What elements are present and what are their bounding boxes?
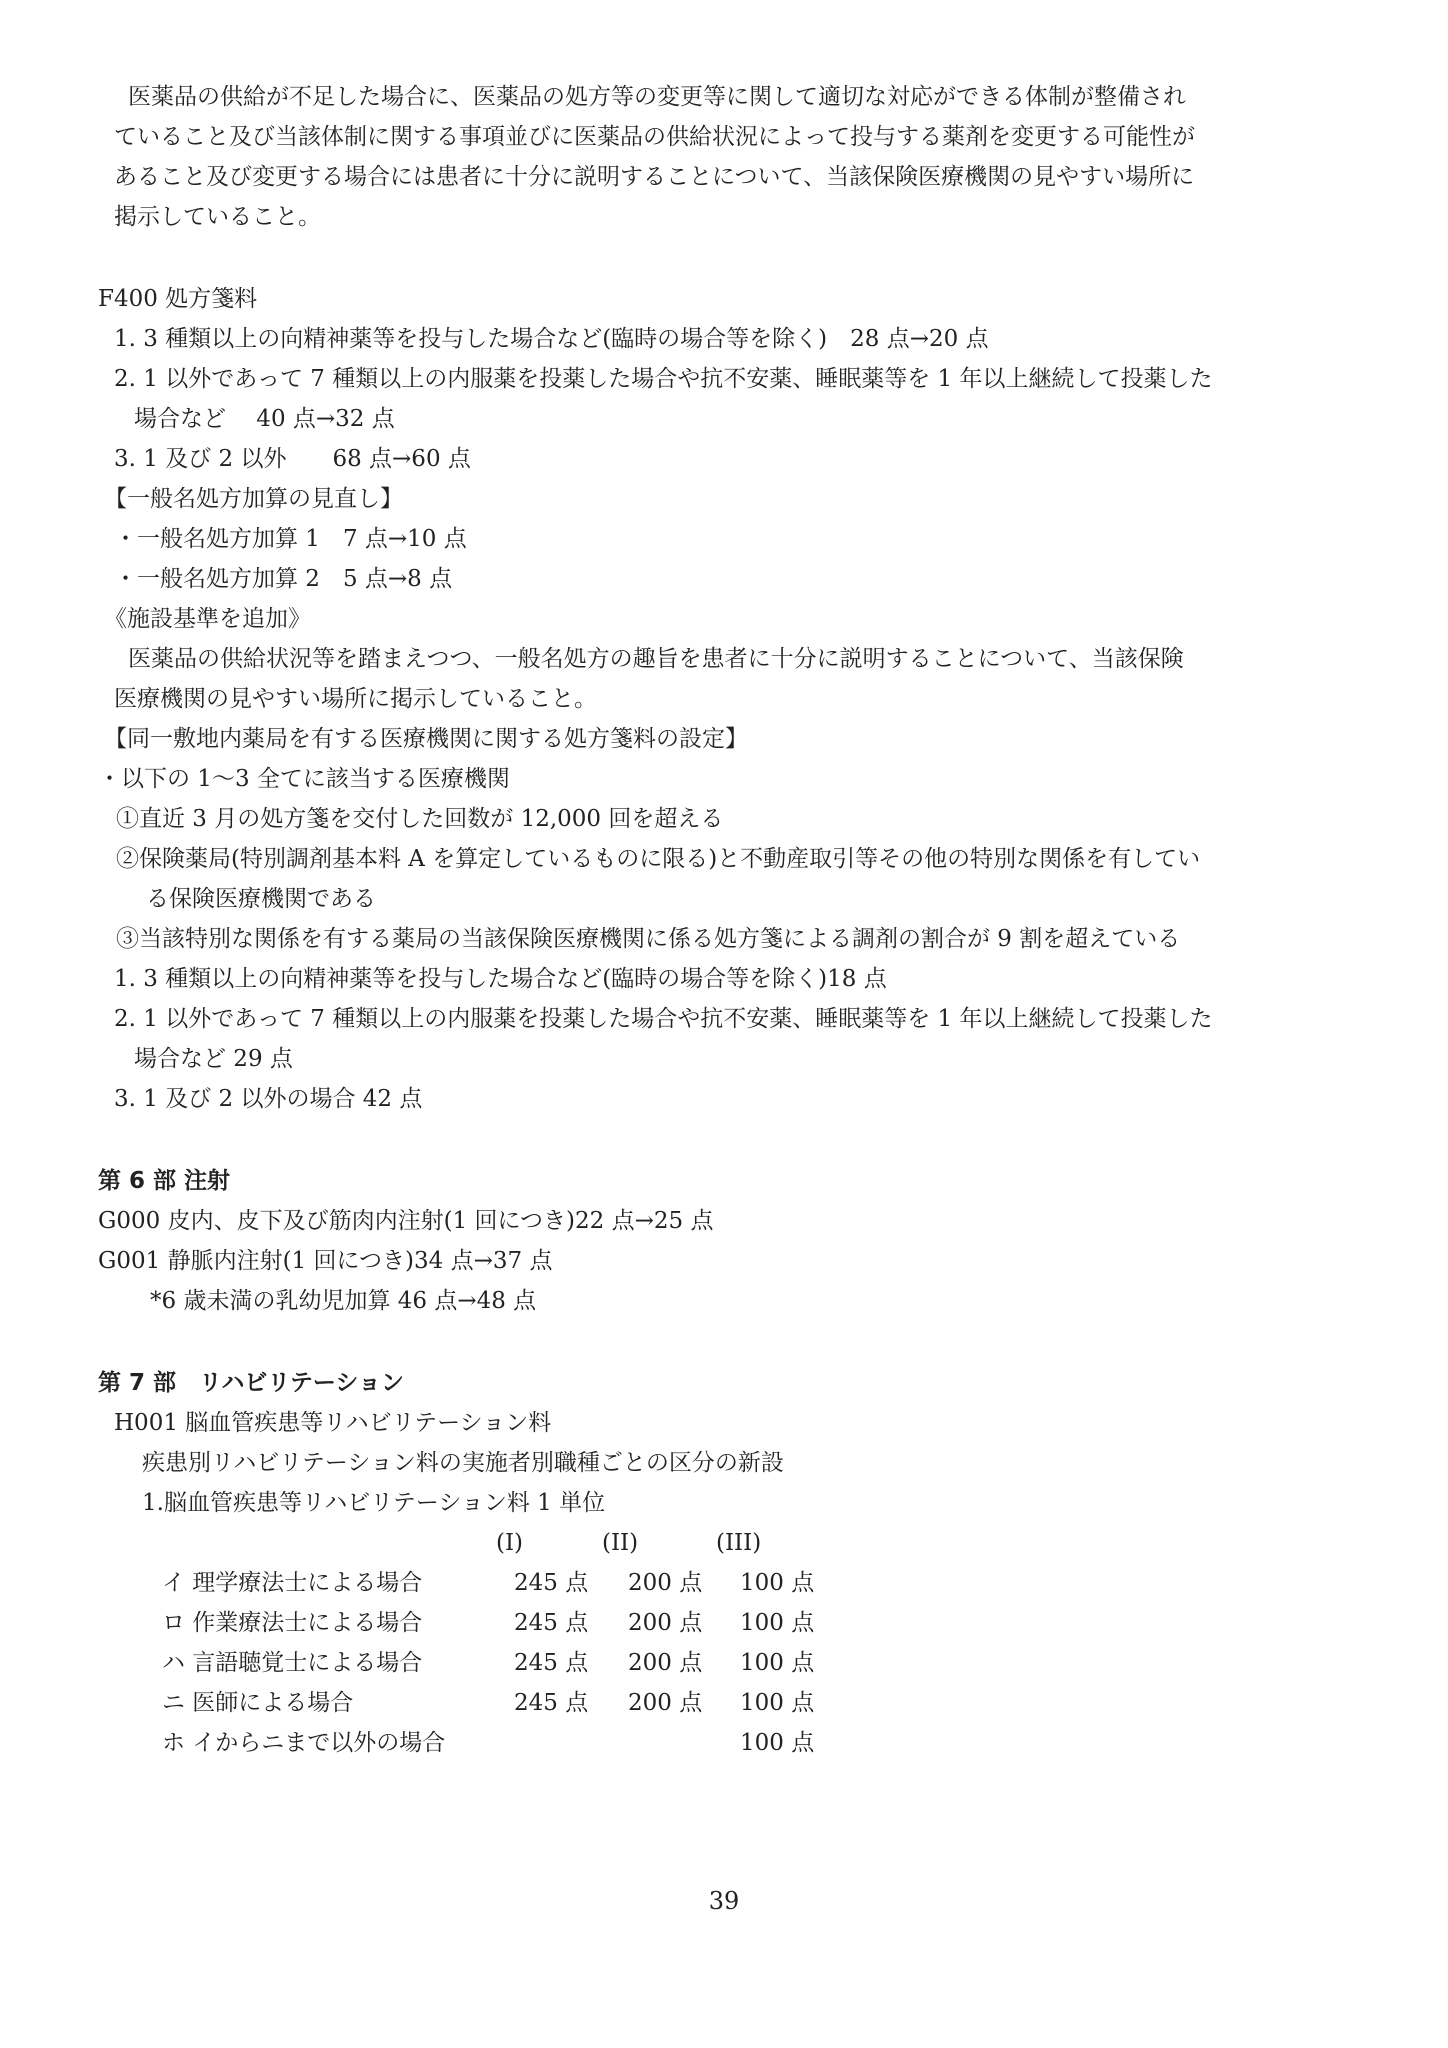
f400-line: 1. 3 種類以上の向精神薬等を投与した場合など(臨時の場合等を除く) 28 点→20 点 xyxy=(114,326,989,352)
table-cell: 100 点 xyxy=(740,1570,815,1596)
f400-subheading: 【一般名処方加算の見直し】 xyxy=(104,486,403,512)
f400-line: ・一般名処方加算 1 7 点→10 点 xyxy=(114,526,467,552)
f400-line: 3. 1 及び 2 以外の場合 42 点 xyxy=(114,1086,423,1112)
intro-line-1: 医薬品の供給が不足した場合に、医薬品の処方等の変更等に関して適切な対応ができる体制が整備され xyxy=(128,84,1186,110)
table-cell: 100 点 xyxy=(740,1610,815,1636)
table-cell: 100 点 xyxy=(740,1650,815,1676)
f400-line: ・以下の 1～3 全てに該当する医療機関 xyxy=(98,766,510,792)
table-cell: 200 点 xyxy=(628,1690,703,1716)
table-row-label: ハ 言語聴覚士による場合 xyxy=(162,1650,423,1676)
table-cell: 245 点 xyxy=(514,1690,589,1716)
table-cell: 245 点 xyxy=(514,1650,589,1676)
f400-line: ②保険薬局(特別調剤基本料 A を算定しているものに限る)と不動産取引等その他の特別な関係を有してい xyxy=(116,846,1201,872)
part6-line: G000 皮内、皮下及び筋肉内注射(1 回につき)22 点→25 点 xyxy=(98,1208,714,1234)
table-cell: 200 点 xyxy=(628,1610,703,1636)
part6-line: *6 歳未満の乳幼児加算 46 点→48 点 xyxy=(150,1288,537,1314)
part6-line: G001 静脈内注射(1 回につき)34 点→37 点 xyxy=(98,1248,553,1274)
f400-heading: F400 処方箋料 xyxy=(98,286,258,312)
intro-line-3: あること及び変更する場合には患者に十分に説明することについて、当該保険医療機関の見やすい場所に xyxy=(114,164,1195,190)
f400-subheading: 《施設基準を追加》 xyxy=(104,606,311,632)
part7-line: 疾患別リハビリテーション料の実施者別職種ごとの区分の新設 xyxy=(142,1450,784,1476)
table-row-label: ホ イからニまで以外の場合 xyxy=(162,1730,446,1756)
f400-line: 医薬品の供給状況等を踏まえつつ、一般名処方の趣旨を患者に十分に説明することについて、当該保険 xyxy=(128,646,1184,672)
part7-line: 1.脳血管疾患等リハビリテーション料 1 単位 xyxy=(142,1490,606,1516)
f400-line: 2. 1 以外であって 7 種類以上の内服薬を投薬した場合や抗不安薬、睡眠薬等を 1 年以上継続して投薬した xyxy=(114,366,1213,392)
table-cell: 200 点 xyxy=(628,1650,703,1676)
f400-line: 場合など 29 点 xyxy=(134,1046,293,1072)
part6-heading: 第 6 部 注射 xyxy=(98,1168,231,1194)
table-cell: 245 点 xyxy=(514,1570,589,1596)
f400-line: 1. 3 種類以上の向精神薬等を投与した場合など(臨時の場合等を除く)18 点 xyxy=(114,966,887,992)
table-header: (I) xyxy=(496,1530,524,1556)
intro-line-2: ていること及び当該体制に関する事項並びに医薬品の供給状況によって投与する薬剤を変更する可能性が xyxy=(114,124,1195,150)
table-cell: 245 点 xyxy=(514,1610,589,1636)
page-number: 39 xyxy=(708,1887,740,1915)
table-row-label: ロ 作業療法士による場合 xyxy=(162,1610,423,1636)
f400-line: る保険医療機関である xyxy=(146,886,376,912)
part7-heading: 第 7 部 リハビリテーション xyxy=(98,1370,404,1396)
f400-line: ・一般名処方加算 2 5 点→8 点 xyxy=(114,566,453,592)
f400-subheading: 【同一敷地内薬局を有する医療機関に関する処方箋料の設定】 xyxy=(104,726,748,752)
f400-line: 医療機関の見やすい場所に掲示していること。 xyxy=(114,686,597,712)
f400-line: ①直近 3 月の処方箋を交付した回数が 12,000 回を超える xyxy=(116,806,724,832)
intro-line-4: 掲示していること。 xyxy=(114,204,321,230)
table-header: (II) xyxy=(602,1530,639,1556)
part7-line: H001 脳血管疾患等リハビリテーション料 xyxy=(114,1410,552,1436)
table-cell: 200 点 xyxy=(628,1570,703,1596)
f400-line: 3. 1 及び 2 以外 68 点→60 点 xyxy=(114,446,471,472)
table-cell: 100 点 xyxy=(740,1690,815,1716)
f400-line: 場合など 40 点→32 点 xyxy=(134,406,395,432)
table-header: (III) xyxy=(716,1530,762,1556)
table-row-label: ニ 医師による場合 xyxy=(162,1690,354,1716)
f400-line: ③当該特別な関係を有する薬局の当該保険医療機関に係る処方箋による調剤の割合が 9 割を超えている xyxy=(116,926,1181,952)
table-cell: 100 点 xyxy=(740,1730,815,1756)
table-row-label: イ 理学療法士による場合 xyxy=(162,1570,423,1596)
f400-line: 2. 1 以外であって 7 種類以上の内服薬を投薬した場合や抗不安薬、睡眠薬等を 1 年以上継続して投薬した xyxy=(114,1006,1213,1032)
